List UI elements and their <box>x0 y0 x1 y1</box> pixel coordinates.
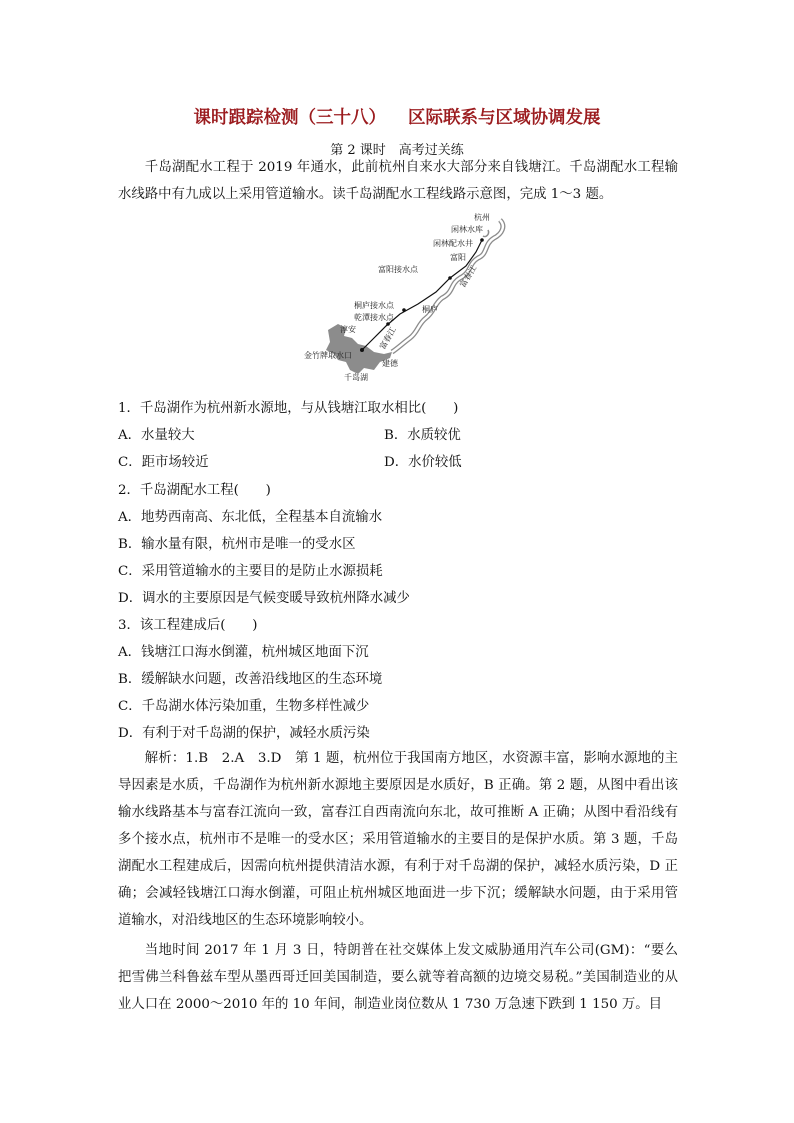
question-1-stem: 1．千岛湖作为杭州新水源地，与从钱塘江取水相比( ) <box>118 401 459 416</box>
label-fuyang-intake: 富阳接水点 <box>378 265 418 274</box>
point-qiantan-intake <box>386 322 390 326</box>
question-1-option-d: D．水价较低 <box>384 455 462 470</box>
xianlin-reservoir-shape <box>483 230 489 237</box>
question-2-option-a: A．地势西南高、东北低，全程基本自流输水 <box>118 510 383 525</box>
point-jinzhupai <box>360 348 364 352</box>
label-qiantan-intake: 乾潭接水点 <box>354 313 394 322</box>
question-3-option-d: D．有利于对千岛湖的保护，减轻水质污染 <box>118 726 370 741</box>
point-xianlin-well <box>480 238 484 242</box>
intro-paragraph: 千岛湖配水工程于 2019 年通水，此前杭州自来水大部分来自钱塘江。千岛湖配水工程输水线路中有九成以上采用管道输水。读千岛湖配水工程线路示意图，完成 1～3 题。 <box>118 160 678 202</box>
question-2-option-c: C．采用管道输水的主要目的是防止水源损耗 <box>118 564 383 579</box>
label-tonglu: 桐庐 <box>422 305 438 314</box>
question-1-option-a: A．水量较大 <box>118 428 195 443</box>
route-map <box>300 212 526 382</box>
point-tonglu-intake <box>402 308 406 312</box>
label-fuchun-river-1: 富春江 <box>458 263 479 290</box>
next-material-paragraph: 当地时间 2017 年 1 月 3 日，特朗普在社交媒体上发文威胁通用汽车公司(GM)：“要么把雪佛兰科鲁兹车型从墨西哥迁回美国制造，要么就等着高额的边境交易税。”美国制造业的从业人口在 2000～2010 年的 10 年间，制造业岗位数从 1 730 万急速下跌到 1 150 万。目 <box>118 943 678 1012</box>
label-jiande: 建德 <box>382 359 398 368</box>
question-1-option-b: B．水质较优 <box>384 428 461 443</box>
analysis-paragraph: 解析：1.B 2.A 3.D 第 1 题，杭州位于我国南方地区，水资源丰富，影响水源地的主导因素是水质，千岛湖作为杭州新水源地主要原因是水质好，B 正确。第 2 题，从图中看出该输水线路基本与富春江流向一致，富春江自西南流向东北，故可推断 A 正确；从图中看沿线有多个接水点，杭州市不是唯一的受水区；采用管道输水的主要目的是保护水质。第 3 题，千岛湖配水工程建成后，因需向杭州提供清洁水源，有利于对千岛湖的保护，减轻水质污染，D 正确；会减轻钱塘江口海水倒灌，可阻止杭州城区地面进一步下沉；缓解缺水问题，由于采用管道输水，对沿线地区的生态环境影响较小。 <box>118 751 678 928</box>
question-3-option-b: B．缓解缺水问题，改善沿线地区的生态环境 <box>118 672 383 687</box>
question-3-stem: 3．该工程建成后( ) <box>118 618 258 633</box>
label-hangzhou: 杭州 <box>474 213 490 222</box>
title-part-1: 课时跟踪检测（三十八） <box>193 108 386 128</box>
question-2-option-d: D．调水的主要原因是气候变暖导致杭州降水减少 <box>118 591 410 606</box>
question-2-stem: 2．千岛湖配水工程( ) <box>118 483 271 498</box>
page-subtitle: 第 2 课时 高考过关练 <box>330 143 464 158</box>
label-qiandao-lake: 千岛湖 <box>344 373 368 382</box>
label-xianlin-reservoir: 闲林水库 <box>451 225 483 234</box>
label-jinzhupai: 金竹牌取水口 <box>304 351 352 360</box>
question-3-option-a: A．钱塘江口海水倒灌，杭州城区地面下沉 <box>118 645 369 660</box>
label-xianlin-well: 闲林配水井 <box>433 239 473 248</box>
question-1-option-c: C．距市场较近 <box>118 455 209 470</box>
label-fuyang: 富阳 <box>450 253 466 262</box>
point-fuyang-intake <box>448 276 452 280</box>
question-3-option-c: C．千岛湖水体污染加重，生物多样性减少 <box>118 699 370 714</box>
page-title <box>0 104 794 129</box>
label-fuchun-river-2: 富春江 <box>377 325 398 351</box>
title-part-2: 区际联系与区域协调发展 <box>408 108 601 128</box>
question-2-option-b: B．输水量有限，杭州市是唯一的受水区 <box>118 537 356 552</box>
label-tonglu-intake: 桐庐接水点 <box>354 301 394 310</box>
label-chunan: 淳安 <box>340 325 356 334</box>
